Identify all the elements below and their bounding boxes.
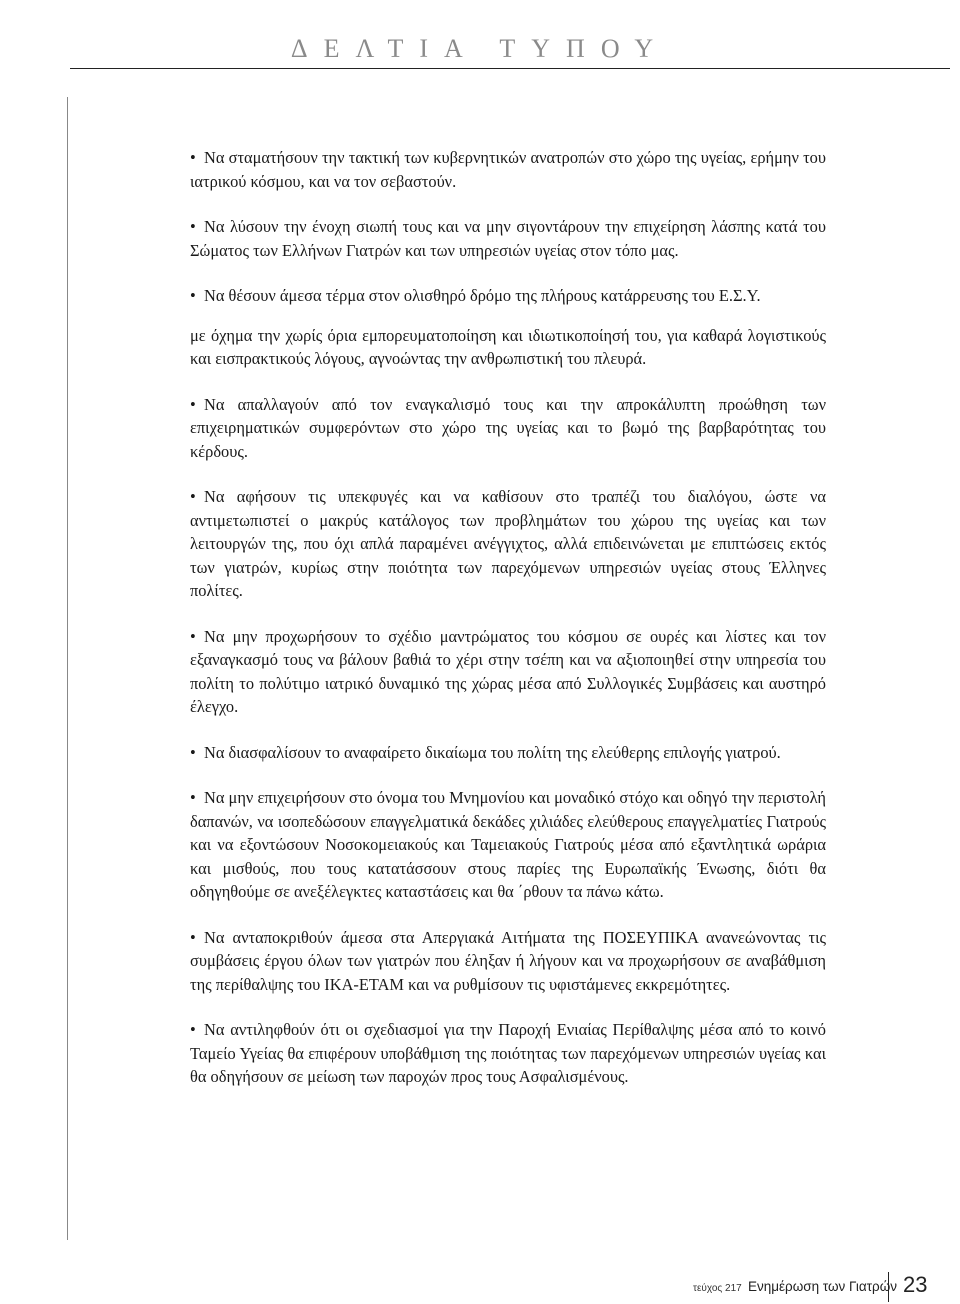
page-footer xyxy=(0,1272,960,1302)
demand-paragraph xyxy=(190,926,826,997)
demand-paragraph xyxy=(190,1018,826,1089)
demand-paragraph xyxy=(190,741,826,765)
demand-paragraph xyxy=(190,485,826,603)
paragraph-text: Να λύσουν την ένοχη σιωπή τους και να μην σιγοντάρουν την επιχείρηση λάσπης κατά του Σώματος των Ελλήνων Γιατρών και των υπηρεσιών υγείας στον τόπο μας. xyxy=(190,217,826,260)
bullet-marker: • xyxy=(190,927,196,947)
publication-name: Ενημέρωση των Γιατρών xyxy=(748,1279,898,1294)
press-release-body xyxy=(190,146,826,1089)
demand-paragraph xyxy=(190,625,826,719)
paragraph-text: Να μην προχωρήσουν το σχέδιο μαντρώματος του κόσμου σε ουρές και λίστες και τον εξαναγκασμό τους να βάλουν βαθιά το χέρι στην τσέπη και να αξιοποιηθεί στην υπηρεσία του πολίτη το πολύτιμο ιατρικό δυναμικό της χώρας μέσα από Συλλογικές Συμβάσεις και αυστηρό έλεγχο. xyxy=(190,626,826,716)
paragraph-text: Να θέσουν άμεσα τέρμα στον ολισθηρό δρόμο της πλήρους κατάρρευσης του Ε.Σ.Υ. xyxy=(204,286,761,305)
demand-paragraph xyxy=(190,146,826,193)
demand-paragraph xyxy=(190,786,826,904)
bullet-marker: • xyxy=(190,487,196,506)
footer-divider xyxy=(888,1272,889,1302)
continuation-paragraph xyxy=(190,324,826,371)
bullet-marker: • xyxy=(190,626,196,646)
paragraph-text: Να ανταποκριθούν άμεσα στα Απεργιακά Αιτήματα της ΠΟΣΕΥΠΙΚΑ ανανεώνοντας τις συμβάσεις έργου όλων των γιατρών που έληξαν ή λήγουν και να προχωρήσουν σε αναβάθμιση της περίθαλψης του ΙΚΑ-ΕΤΑΜ και να ρυθμίσουν τις υφιστάμενες εκκρεμότητες. xyxy=(190,927,826,994)
paragraph-text: Να μην επιχειρήσουν στο όνομα του Μνημονίου και μοναδικό στόχο και οδηγό την περιστολή δαπανών, να ισοπεδώσουν επαγγελματικά δεκάδες χιλιάδες ελεύθερους επαγγελματίες Γιατρούς και να εξοντώσουν Νοσοκομειακούς και Ταμειακούς Γιατρούς μέσα από εξαντλητικά ωράρια και μισθούς, που τους κατατάσσουν στους παρίες της Ευρωπαϊκής Ένωσης, διότι θα οδηγηθούμε σε ανεξέλεγκτες καταστάσεις και θα ΄ρθουν τα πάνω κάτω. xyxy=(190,788,826,901)
demand-paragraph xyxy=(190,284,826,308)
paragraph-text: Να διασφαλίσουν το αναφαίρετο δικαίωμα του πολίτη της ελεύθερης επιλογής γιατρού. xyxy=(204,742,781,762)
bullet-marker: • xyxy=(190,788,196,807)
paragraph-text: με όχημα την χωρίς όρια εμπορευματοποίηση και ιδιωτικοποίησή του, για καθαρά λογιστικούς και εισπρακτικούς λόγους, αγνοώντας την ανθρωπιστική του πλευρά. xyxy=(190,325,826,368)
paragraph-text: Να αφήσουν τις υπεκφυγές και να καθίσουν στο τραπέζι του διαλόγου, ώστε να αντιμετωπιστεί ο μακρύς κατάλογος των προβλημάτων του χώρου της υγείας και των λειτουργών της, που όχι απλά παραμένει ανέγγιχτος, αλλά επιδεινώνεται με επιπτώσεις εκτός των γιατρών, κυρίως στην ποιότητα των παρεχόμενων υπηρεσιών υγείας στους Έλληνες πολίτες. xyxy=(190,487,826,600)
bullet-marker: • xyxy=(190,742,196,762)
bullet-marker: • xyxy=(190,394,196,414)
bullet-marker: • xyxy=(190,1020,196,1039)
page-title: ΔΕΛΤΙΑ ΤΥΠΟΥ xyxy=(290,34,670,63)
header-divider xyxy=(70,68,950,69)
demand-paragraph xyxy=(190,393,826,464)
issue-number: τεύχος 217 xyxy=(693,1283,742,1294)
paragraph-text: Να αντιληφθούν ότι οι σχεδιασμοί για την Παροχή Ενιαίας Περίθαλψης μέσα από το κοινό Ταμείο Υγείας θα επιφέρουν υποβάθμιση της ποιότητας των παρεχόμενων υπηρεσιών υγείας και θα οδηγήσουν σε μείωση των παροχών προς τους Ασφαλισμένους. xyxy=(190,1020,826,1086)
margin-rule xyxy=(67,97,68,1240)
bullet-marker: • xyxy=(190,148,196,167)
paragraph-text: Να απαλλαγούν από τον εναγκαλισμό τους και την απροκάλυπτη προώθηση των επιχειρηματικών συμφερόντων στο χώρο της υγείας και το βωμό της βαρβαρότητας του κέρδους. xyxy=(190,394,826,461)
bullet-marker: • xyxy=(190,286,196,305)
demand-paragraph xyxy=(190,215,826,262)
paragraph-text: Να σταματήσουν την τακτική των κυβερνητικών ανατροπών στο χώρο της υγείας, ερήμην του ιατρικού κόσμου, και να τον σεβαστούν. xyxy=(190,148,826,191)
bullet-marker: • xyxy=(190,217,196,236)
page-number: 23 xyxy=(903,1272,928,1297)
